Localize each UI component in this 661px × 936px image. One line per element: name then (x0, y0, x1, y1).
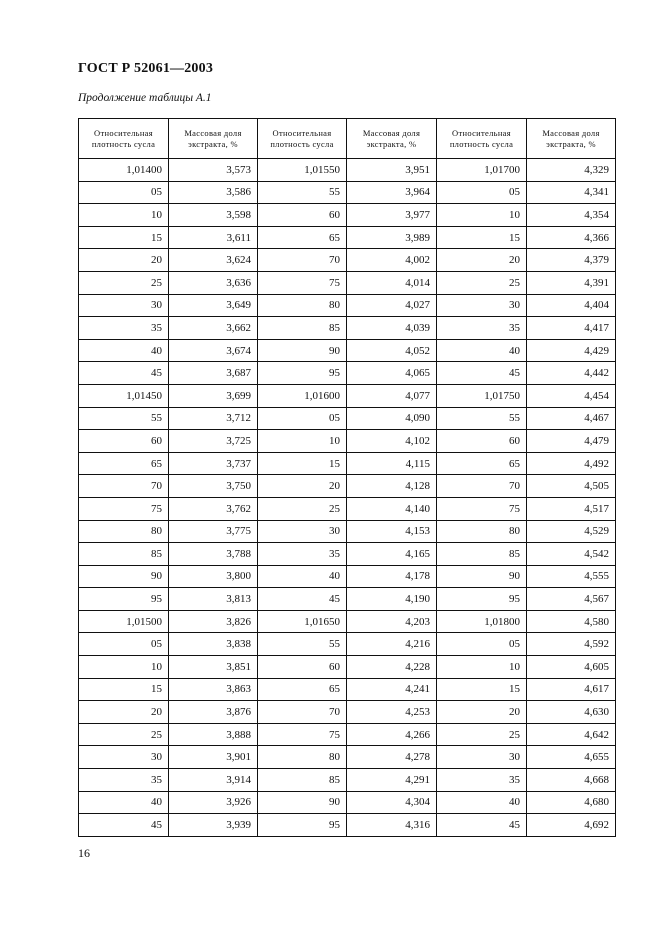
table-row (79, 384, 616, 407)
extract-cell: 3,876 (169, 701, 258, 724)
table-row (79, 565, 616, 588)
table-row (79, 430, 616, 453)
density-cell: 30 (258, 520, 347, 543)
extract-cell: 4,605 (527, 656, 616, 679)
extract-cell: 4,668 (527, 769, 616, 792)
density-cell: 65 (437, 452, 527, 475)
density-cell: 95 (79, 588, 169, 611)
density-cell: 1,01450 (79, 384, 169, 407)
density-cell: 55 (258, 633, 347, 656)
density-cell: 45 (258, 588, 347, 611)
extract-cell: 4,555 (527, 565, 616, 588)
density-cell: 95 (258, 814, 347, 837)
density-cell: 20 (258, 475, 347, 498)
extract-cell: 4,467 (527, 407, 616, 430)
table-row (79, 339, 616, 362)
density-cell: 15 (437, 226, 527, 249)
density-cell: 35 (258, 543, 347, 566)
table-header-row (79, 119, 616, 159)
extract-cell: 3,964 (347, 181, 437, 204)
density-cell: 40 (79, 339, 169, 362)
extract-cell: 3,863 (169, 678, 258, 701)
density-cell: 20 (79, 701, 169, 724)
table-row (79, 294, 616, 317)
extract-cell: 4,680 (527, 791, 616, 814)
extract-cell: 3,826 (169, 610, 258, 633)
density-cell: 15 (79, 226, 169, 249)
density-cell: 80 (79, 520, 169, 543)
extract-cell: 4,178 (347, 565, 437, 588)
density-cell: 80 (258, 746, 347, 769)
extract-cell: 4,580 (527, 610, 616, 633)
density-cell: 25 (79, 271, 169, 294)
density-cell: 30 (437, 294, 527, 317)
table-row (79, 746, 616, 769)
extract-cell: 4,630 (527, 701, 616, 724)
extract-cell: 4,266 (347, 723, 437, 746)
extract-cell: 3,977 (347, 204, 437, 227)
extract-cell: 4,429 (527, 339, 616, 362)
extract-cell: 4,027 (347, 294, 437, 317)
extract-cell: 3,838 (169, 633, 258, 656)
table-caption: Продолжение таблицы А.1 (78, 92, 212, 104)
document-title: ГОСТ Р 52061—2003 (78, 61, 214, 76)
extract-cell: 4,329 (527, 159, 616, 182)
table-row (79, 723, 616, 746)
table-row (79, 407, 616, 430)
density-cell: 90 (258, 791, 347, 814)
extract-cell: 4,592 (527, 633, 616, 656)
extract-cell: 4,442 (527, 362, 616, 385)
extract-cell: 4,090 (347, 407, 437, 430)
density-cell: 1,01600 (258, 384, 347, 407)
density-cell: 30 (79, 294, 169, 317)
density-cell: 05 (258, 407, 347, 430)
density-cell: 60 (437, 430, 527, 453)
density-cell: 10 (79, 204, 169, 227)
extract-cell: 3,674 (169, 339, 258, 362)
table-row (79, 633, 616, 656)
density-cell: 70 (79, 475, 169, 498)
extract-cell: 3,725 (169, 430, 258, 453)
density-cell: 30 (79, 746, 169, 769)
extract-cell: 4,190 (347, 588, 437, 611)
table-row (79, 475, 616, 498)
density-cell: 65 (258, 678, 347, 701)
density-cell: 85 (437, 543, 527, 566)
density-cell: 80 (437, 520, 527, 543)
extract-cell: 3,662 (169, 317, 258, 340)
table-row (79, 769, 616, 792)
extract-cell: 3,813 (169, 588, 258, 611)
extract-cell: 3,649 (169, 294, 258, 317)
density-cell: 55 (79, 407, 169, 430)
density-cell: 90 (258, 339, 347, 362)
density-cell: 40 (437, 791, 527, 814)
extract-cell: 4,253 (347, 701, 437, 724)
density-cell: 20 (437, 249, 527, 272)
extract-cell: 3,737 (169, 452, 258, 475)
density-cell: 40 (437, 339, 527, 362)
density-cell: 45 (437, 814, 527, 837)
table-row (79, 159, 616, 182)
density-cell: 25 (258, 497, 347, 520)
extract-cell: 3,901 (169, 746, 258, 769)
density-cell: 1,01550 (258, 159, 347, 182)
extract-cell: 4,505 (527, 475, 616, 498)
extract-cell: 3,598 (169, 204, 258, 227)
density-cell: 05 (437, 181, 527, 204)
extract-cell: 3,788 (169, 543, 258, 566)
density-cell: 65 (79, 452, 169, 475)
header-density-3: Относительная плотность сусла (437, 119, 527, 159)
table-row (79, 656, 616, 679)
density-cell: 1,01650 (258, 610, 347, 633)
table-row (79, 520, 616, 543)
density-cell: 35 (79, 317, 169, 340)
table-row (79, 249, 616, 272)
extract-cell: 4,316 (347, 814, 437, 837)
density-cell: 30 (437, 746, 527, 769)
extract-cell: 4,655 (527, 746, 616, 769)
extract-cell: 4,567 (527, 588, 616, 611)
extract-cell: 3,699 (169, 384, 258, 407)
extract-cell: 3,636 (169, 271, 258, 294)
extract-cell: 4,366 (527, 226, 616, 249)
density-cell: 40 (79, 791, 169, 814)
extract-cell: 4,002 (347, 249, 437, 272)
density-cell: 15 (79, 678, 169, 701)
density-extract-table (78, 118, 616, 837)
header-extract-3: Массовая доля экстракта, % (527, 119, 616, 159)
extract-cell: 4,216 (347, 633, 437, 656)
density-cell: 35 (79, 769, 169, 792)
extract-cell: 4,102 (347, 430, 437, 453)
extract-cell: 4,228 (347, 656, 437, 679)
extract-cell: 3,926 (169, 791, 258, 814)
table-row (79, 204, 616, 227)
header-extract-1: Массовая доля экстракта, % (169, 119, 258, 159)
density-cell: 1,01500 (79, 610, 169, 633)
density-cell: 10 (79, 656, 169, 679)
extract-cell: 4,404 (527, 294, 616, 317)
density-cell: 15 (437, 678, 527, 701)
extract-cell: 3,888 (169, 723, 258, 746)
density-cell: 85 (258, 769, 347, 792)
extract-cell: 4,492 (527, 452, 616, 475)
density-cell: 1,01700 (437, 159, 527, 182)
density-cell: 10 (437, 656, 527, 679)
density-cell: 1,01400 (79, 159, 169, 182)
extract-cell: 4,354 (527, 204, 616, 227)
density-cell: 75 (258, 723, 347, 746)
density-cell: 70 (437, 475, 527, 498)
table-row (79, 452, 616, 475)
density-cell: 55 (258, 181, 347, 204)
page-number: 16 (78, 846, 90, 860)
extract-cell: 3,800 (169, 565, 258, 588)
table-row (79, 271, 616, 294)
density-cell: 75 (79, 497, 169, 520)
extract-cell: 4,014 (347, 271, 437, 294)
extract-cell: 4,165 (347, 543, 437, 566)
density-cell: 55 (437, 407, 527, 430)
density-cell: 70 (258, 249, 347, 272)
extract-cell: 3,611 (169, 226, 258, 249)
table-row (79, 701, 616, 724)
extract-cell: 3,775 (169, 520, 258, 543)
density-cell: 25 (437, 271, 527, 294)
density-cell: 40 (258, 565, 347, 588)
table-row (79, 181, 616, 204)
extract-cell: 3,951 (347, 159, 437, 182)
density-cell: 60 (79, 430, 169, 453)
extract-cell: 4,039 (347, 317, 437, 340)
extract-cell: 4,291 (347, 769, 437, 792)
extract-cell: 3,586 (169, 181, 258, 204)
extract-cell: 4,153 (347, 520, 437, 543)
extract-cell: 4,052 (347, 339, 437, 362)
density-cell: 1,01800 (437, 610, 527, 633)
density-cell: 10 (258, 430, 347, 453)
density-cell: 10 (437, 204, 527, 227)
density-cell: 45 (437, 362, 527, 385)
extract-cell: 4,529 (527, 520, 616, 543)
density-cell: 95 (258, 362, 347, 385)
extract-cell: 4,517 (527, 497, 616, 520)
extract-cell: 4,479 (527, 430, 616, 453)
extract-cell: 4,417 (527, 317, 616, 340)
density-cell: 25 (437, 723, 527, 746)
density-cell: 20 (437, 701, 527, 724)
table-row (79, 610, 616, 633)
density-cell: 95 (437, 588, 527, 611)
density-cell: 85 (79, 543, 169, 566)
table-row (79, 814, 616, 837)
density-cell: 1,01750 (437, 384, 527, 407)
extract-cell: 3,687 (169, 362, 258, 385)
extract-cell: 4,278 (347, 746, 437, 769)
header-density-2: Относительная плотность сусла (258, 119, 347, 159)
extract-cell: 4,542 (527, 543, 616, 566)
density-cell: 60 (258, 656, 347, 679)
extract-cell: 4,115 (347, 452, 437, 475)
density-cell: 05 (437, 633, 527, 656)
density-cell: 60 (258, 204, 347, 227)
extract-cell: 4,454 (527, 384, 616, 407)
density-cell: 35 (437, 317, 527, 340)
extract-cell: 4,128 (347, 475, 437, 498)
extract-cell: 4,391 (527, 271, 616, 294)
extract-cell: 3,712 (169, 407, 258, 430)
density-cell: 20 (79, 249, 169, 272)
density-cell: 45 (79, 814, 169, 837)
density-cell: 75 (258, 271, 347, 294)
extract-cell: 4,642 (527, 723, 616, 746)
extract-cell: 4,379 (527, 249, 616, 272)
extract-cell: 4,304 (347, 791, 437, 814)
table-row (79, 791, 616, 814)
extract-cell: 4,203 (347, 610, 437, 633)
table-row (79, 497, 616, 520)
table-row (79, 678, 616, 701)
density-cell: 85 (258, 317, 347, 340)
header-extract-2: Массовая доля экстракта, % (347, 119, 437, 159)
density-cell: 90 (79, 565, 169, 588)
density-cell: 70 (258, 701, 347, 724)
extract-cell: 4,241 (347, 678, 437, 701)
extract-cell: 4,077 (347, 384, 437, 407)
table-row (79, 226, 616, 249)
extract-cell: 3,851 (169, 656, 258, 679)
extract-cell: 3,762 (169, 497, 258, 520)
density-cell: 15 (258, 452, 347, 475)
density-cell: 90 (437, 565, 527, 588)
table-row (79, 362, 616, 385)
extract-cell: 3,750 (169, 475, 258, 498)
extract-cell: 3,573 (169, 159, 258, 182)
extract-cell: 3,939 (169, 814, 258, 837)
extract-cell: 3,914 (169, 769, 258, 792)
extract-cell: 4,065 (347, 362, 437, 385)
density-cell: 05 (79, 633, 169, 656)
density-cell: 25 (79, 723, 169, 746)
extract-cell: 3,624 (169, 249, 258, 272)
extract-cell: 4,692 (527, 814, 616, 837)
extract-cell: 4,341 (527, 181, 616, 204)
extract-cell: 4,617 (527, 678, 616, 701)
density-cell: 80 (258, 294, 347, 317)
extract-cell: 4,140 (347, 497, 437, 520)
table-row (79, 588, 616, 611)
density-cell: 65 (258, 226, 347, 249)
density-cell: 35 (437, 769, 527, 792)
table-row (79, 317, 616, 340)
table-body (79, 159, 616, 837)
density-cell: 45 (79, 362, 169, 385)
table-row (79, 543, 616, 566)
extract-cell: 3,989 (347, 226, 437, 249)
header-density-1: Относительная плотность сусла (79, 119, 169, 159)
density-cell: 75 (437, 497, 527, 520)
density-cell: 05 (79, 181, 169, 204)
